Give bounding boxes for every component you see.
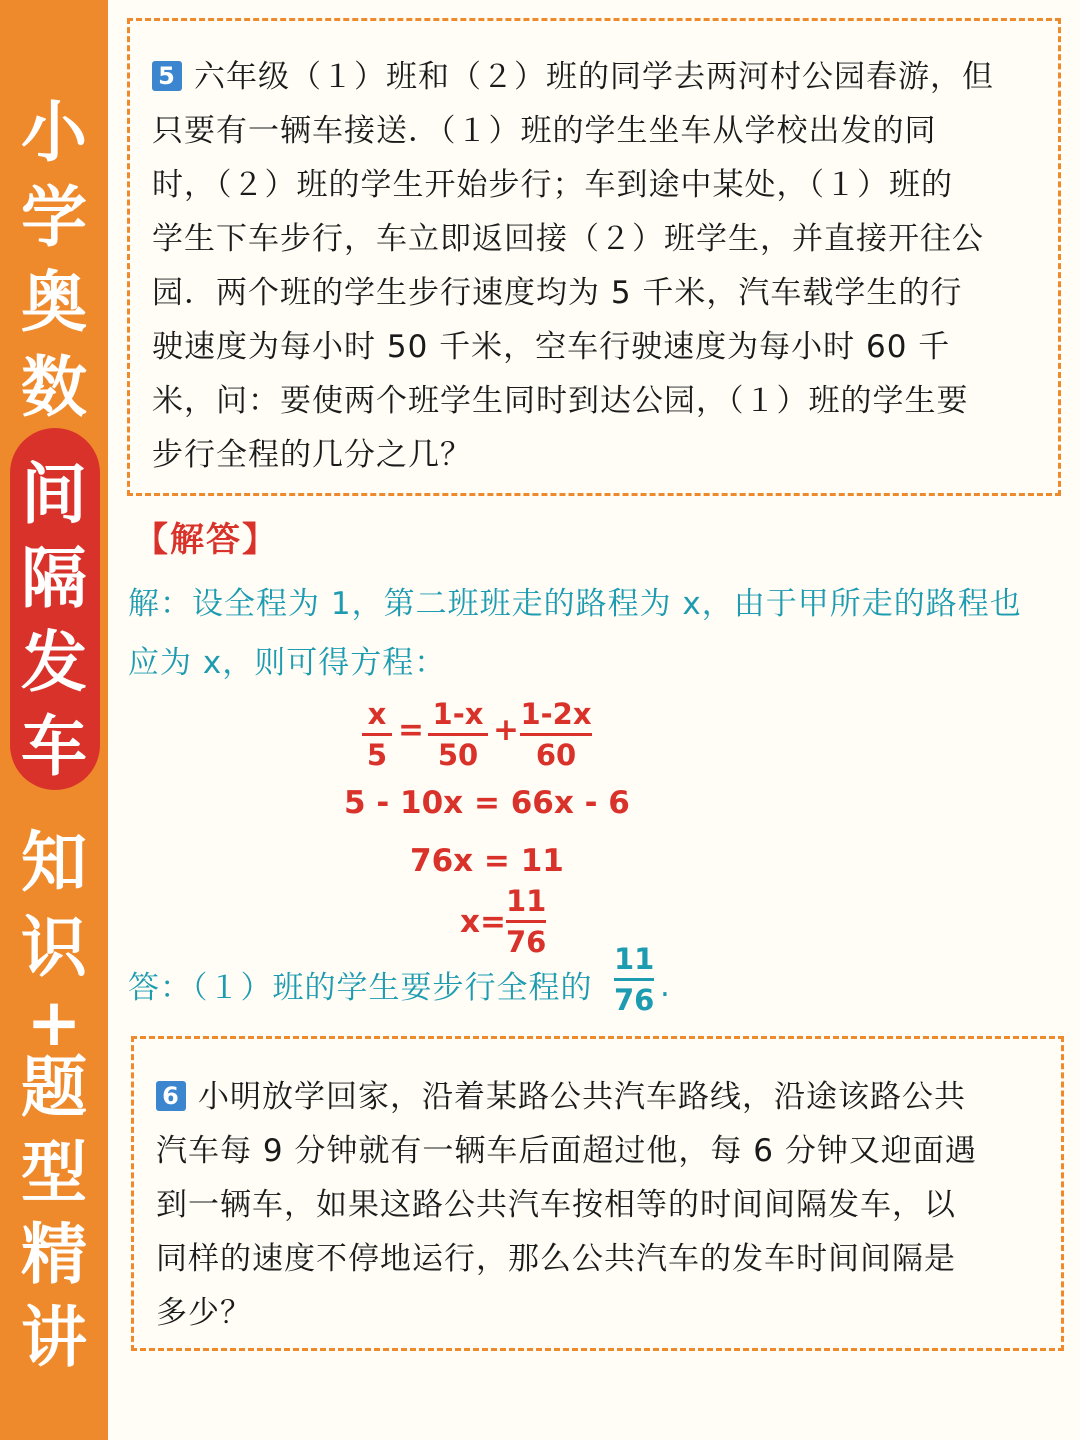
problem-5-line: 驶速度为每小时 50 千米，空车行驶速度为每小时 60 千 [152, 329, 951, 365]
sidebar-char: 奥 [21, 264, 87, 341]
problem-5-box [127, 18, 1061, 496]
problem-6-line: 多少？ [156, 1295, 252, 1331]
sidebar-char: 讲 [21, 1299, 87, 1376]
problem-5-line: 只要有一辆车接送．（１）班的学生坐车从学校出发的同 [152, 113, 937, 149]
answer-fraction: 11 76 [614, 942, 655, 1017]
sidebar-banner [0, 0, 108, 1440]
problem-5-line: 步行全程的几分之几？ [152, 437, 472, 473]
sidebar-char: + [26, 984, 82, 1061]
problem-5-line: 园．两个班的学生步行速度均为 5 千米，汽车载学生的行 [152, 275, 963, 311]
problem-5-line: 时，（２）班的学生开始步行；车到途中某处，（１）班的 [152, 167, 953, 203]
sidebar-char: 小 [21, 94, 87, 171]
problem-6-box [131, 1036, 1064, 1351]
sidebar-char: 数 [21, 349, 87, 426]
problem-6-line: 同样的速度不停地运行，那么公共汽车的发车时间间隔是 [156, 1241, 956, 1277]
problem-6-line: 汽车每 9 分钟就有一辆车后面超过他，每 6 分钟又迎面遇 [156, 1133, 977, 1169]
solution-heading: 【解答】 [134, 520, 278, 560]
equation-line: 76x = 11 [410, 843, 564, 879]
sidebar-char: 精 [21, 1216, 87, 1293]
sidebar-char: 发 [21, 624, 87, 701]
equation-line: 5 - 10x = 66x - 6 [344, 785, 630, 821]
equation-operator: = [398, 712, 424, 748]
problem-6-line: 6 小明放学回家，沿着某路公共汽车路线，沿途该路公共 [156, 1071, 966, 1116]
equation-fraction: 1-x 50 [428, 700, 488, 770]
problem-6-line: 到一辆车，如果这路公共汽车按相等的时间间隔发车，以 [156, 1187, 956, 1223]
answer-period: . [660, 968, 671, 1004]
solution-intro-line: 解：设全程为 1，第二班班走的路程为 x，由于甲所走的路程也 [128, 586, 1022, 622]
problem-6-number: 6 [156, 1081, 186, 1111]
equation-lhs: x= [460, 904, 506, 940]
sidebar-char: 题 [21, 1049, 87, 1126]
answer-text: 答：（１）班的学生要步行全程的 [128, 970, 593, 1006]
problem-5-line: 米，问：要使两个班学生同时到达公园，（１）班的学生要 [152, 383, 969, 419]
problem-5-line: 5 六年级（１）班和（２）班的同学去两河村公园春游，但 [152, 51, 994, 96]
problem-5-line: 学生下车步行，车立即返回接（２）班学生，并直接开往公 [152, 221, 984, 257]
problem-5-number: 5 [152, 61, 182, 91]
sidebar-char: 学 [21, 179, 87, 256]
equation-fraction: 1-2x 60 [520, 697, 592, 772]
sidebar-char: 隔 [21, 540, 87, 617]
sidebar-char: 识 [21, 909, 87, 986]
equation-operator: + [493, 712, 519, 748]
sidebar-char: 知 [21, 824, 87, 901]
sidebar-char: 型 [21, 1134, 87, 1211]
equation-fraction: x 5 [362, 700, 392, 770]
sidebar-char: 车 [21, 708, 87, 785]
equation-fraction: 11 76 [506, 884, 547, 959]
solution-intro-line: 应为 x，则可得方程： [128, 645, 447, 681]
sidebar-char: 间 [21, 456, 87, 533]
